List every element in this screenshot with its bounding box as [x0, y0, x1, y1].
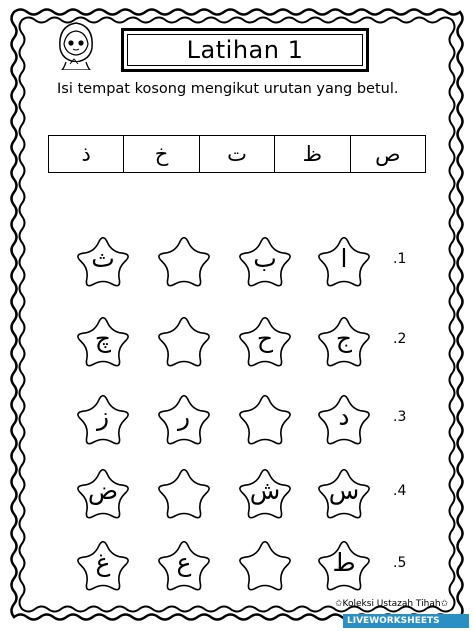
- letter-bank-cell: ذ: [49, 136, 124, 173]
- liveworksheets-watermark: LIVEWORKSHEETS: [343, 614, 469, 628]
- star-letter-box: [311, 310, 377, 374]
- star-letter: ج: [335, 324, 353, 353]
- star-letter-box: [232, 310, 298, 374]
- star-letter: ر: [177, 402, 191, 431]
- star-bullet-icon: ✩: [440, 599, 449, 609]
- star-blank-box[interactable]: [232, 388, 298, 452]
- star-letter: ث: [91, 244, 115, 273]
- star-letter-box: [151, 388, 217, 452]
- star-letter-box: [232, 462, 298, 526]
- star-letter-box: [311, 462, 377, 526]
- star-letter: ط: [332, 548, 356, 577]
- star-outline-icon: [151, 462, 217, 528]
- instruction-text: Isi tempat kosong mengikut urutan yang betul.: [57, 81, 399, 97]
- star-blank-box[interactable]: [151, 230, 217, 294]
- star-bullet-icon: ✩: [335, 599, 343, 609]
- star-letter-box: [70, 388, 136, 452]
- letter-bank-cell: خ: [124, 136, 199, 173]
- row-number: .1: [393, 251, 407, 267]
- star-letter: ا: [340, 244, 348, 273]
- exercise-row: [0, 310, 474, 376]
- page-title: Latihan 1: [186, 36, 304, 64]
- star-letter: س: [328, 476, 360, 505]
- star-outline-icon: [232, 534, 298, 600]
- row-number: .2: [393, 331, 407, 347]
- star-letter-box: [70, 534, 136, 598]
- star-letter-box: [311, 534, 377, 598]
- star-letter: ز: [96, 402, 110, 431]
- star-letter: چ: [94, 324, 112, 353]
- star-letter: ع: [176, 548, 192, 577]
- star-letter-box: [311, 230, 377, 294]
- star-outline-icon: [232, 388, 298, 454]
- title-box: [121, 28, 369, 72]
- star-letter-box: [70, 462, 136, 526]
- girl-with-hijab-icon: [52, 18, 100, 70]
- star-letter-box: [70, 230, 136, 294]
- star-letter: ح: [256, 324, 274, 353]
- exercise-row: [0, 388, 474, 454]
- letter-bank-cell: ت: [199, 136, 274, 173]
- letter-bank-cell: ظ: [275, 136, 350, 173]
- star-letter: ش: [249, 476, 281, 505]
- star-letter: غ: [95, 548, 111, 577]
- star-letter: ب: [253, 244, 277, 273]
- star-letter-box: [311, 388, 377, 452]
- star-letter-box: [232, 230, 298, 294]
- exercise-row: [0, 462, 474, 528]
- row-number: .4: [393, 483, 407, 499]
- star-blank-box[interactable]: [232, 534, 298, 598]
- star-letter-box: [70, 310, 136, 374]
- row-number: .5: [393, 555, 407, 571]
- star-letter-box: [151, 534, 217, 598]
- credit-footer: ✩Koleksi Ustazah Tihah✩: [335, 599, 449, 609]
- star-letter: ض: [87, 476, 119, 505]
- star-letter: د: [338, 402, 350, 431]
- star-outline-icon: [151, 230, 217, 296]
- answer-letter-bank: [48, 135, 426, 173]
- star-blank-box[interactable]: [151, 310, 217, 374]
- star-outline-icon: [151, 310, 217, 376]
- exercise-row: [0, 534, 474, 600]
- letter-bank-cell: ص: [350, 136, 425, 173]
- exercise-row: [0, 230, 474, 296]
- star-blank-box[interactable]: [151, 462, 217, 526]
- row-number: .3: [393, 409, 407, 425]
